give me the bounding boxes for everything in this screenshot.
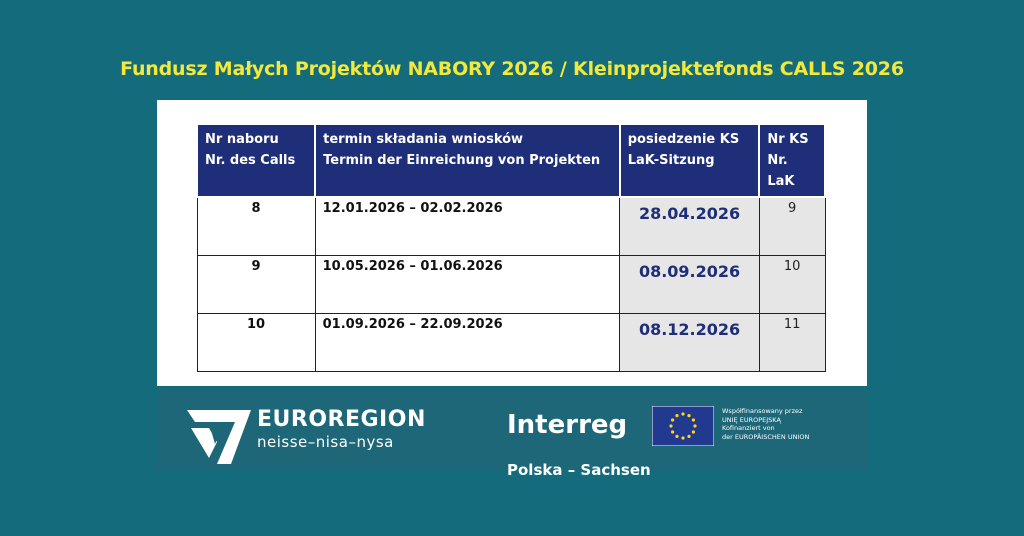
submission-period-cell: 01.09.2026 – 22.09.2026 (315, 314, 620, 372)
call-number-cell: 8 (197, 197, 315, 256)
header-call-number: Nr naboru Nr. des Calls (197, 124, 315, 197)
submission-period-cell: 10.05.2026 – 01.06.2026 (315, 256, 620, 314)
euroregion-logo-icon (187, 408, 251, 464)
meeting-date-cell: 08.12.2026 (620, 314, 760, 372)
committee-number-cell: 9 (759, 197, 825, 256)
calls-card (157, 100, 867, 386)
calls-table (196, 123, 826, 372)
meeting-date-cell: 08.09.2026 (620, 256, 760, 314)
call-number-cell: 9 (197, 256, 315, 314)
table-row (197, 256, 825, 314)
meeting-date-cell: 28.04.2026 (620, 197, 760, 256)
table-row (197, 197, 825, 256)
table-header-row (197, 124, 825, 197)
committee-number-cell: 11 (759, 314, 825, 372)
program-region: Polska – Sachsen (507, 461, 651, 479)
euroregion-name: EUROREGION (257, 407, 426, 432)
committee-number-cell: 10 (759, 256, 825, 314)
call-number-cell: 10 (197, 314, 315, 372)
footer-banner (157, 390, 867, 470)
eu-cofinancing-text: Współfinansowany przez UNIĘ EUROPEJSKĄ Kofinanziert von der EUROPÄISCHEN UNION (722, 407, 810, 441)
table-row (197, 314, 825, 372)
page-title: Fundusz Małych Projektów NABORY 2026 / Kleinprojektefonds CALLS 2026 (120, 58, 904, 80)
interreg-logo-text: Interreg (507, 410, 628, 440)
header-committee-meeting: posiedzenie KS LaK-Sitzung (620, 124, 760, 197)
submission-period-cell: 12.01.2026 – 02.02.2026 (315, 197, 620, 256)
eu-flag-icon (652, 406, 714, 446)
euroregion-subtitle: neisse–nisa–nysa (257, 433, 394, 451)
header-committee-number: Nr KS Nr. LaK (759, 124, 825, 197)
header-submission-period: termin składania wniosków Termin der Einreichung von Projekten (315, 124, 620, 197)
